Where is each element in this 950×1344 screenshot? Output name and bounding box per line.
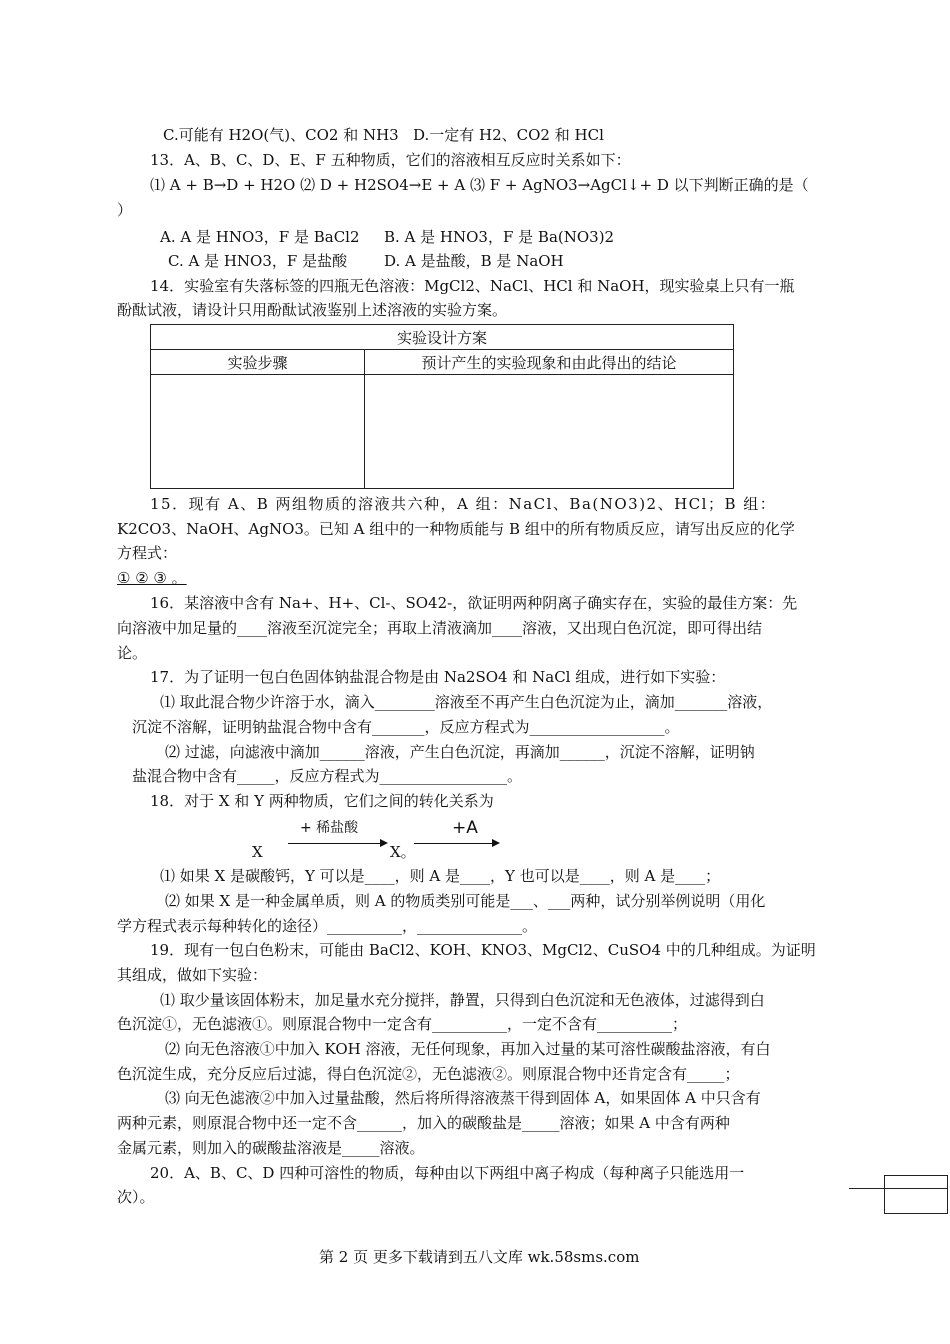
q17-line2: ⑴ 取此混合物少许溶于水，滴入________溶液至不再产生白色沉淀为止，滴加_______溶液， xyxy=(160,693,773,711)
table-cell-conclusion xyxy=(365,375,734,489)
q13-stem: 13．A、B、C、D、E、F 五种物质，它们的溶液相互反应时关系如下： xyxy=(150,151,631,169)
q13-option-c: C. A 是 HNO3，F 是盐酸 xyxy=(168,252,348,270)
q13-close-paren: ） xyxy=(117,201,133,219)
q16-line1: 16．某溶液中含有 Na+、H+、Cl-、SO42-，欲证明两种阴离子确实存在，实验的最佳方案：先 xyxy=(150,594,798,612)
q14-line1: 14．实验室有失落标签的四瓶无色溶液：MgCl2、NaCl、HCl 和 NaOH，现实验桌上只有一瓶 xyxy=(150,277,795,295)
q18-line3: ⑵ 如果 X 是一种金属单质，则 A 的物质类别可能是___、___两种，试分别举例说明（用化 xyxy=(165,892,766,910)
arrow2-label: +A xyxy=(452,818,478,838)
q18-x: X xyxy=(252,843,263,861)
q13-option-a: A. A 是 HNO3，F 是 BaCl2 xyxy=(160,228,360,246)
q18-line4: 学方程式表示每种转化的途径）__________，______________。 xyxy=(117,917,538,935)
q15-line3: 方程式： xyxy=(117,544,178,562)
experiment-table xyxy=(150,324,734,489)
q15-answer-blanks[interactable]: ① ② ③ 。 xyxy=(117,569,187,587)
q18-line2: ⑴ 如果 X 是碳酸钙，Y 可以是____，则 A 是____，Y 也可以是____，则 A 是____； xyxy=(160,867,721,885)
q17-line5: 盐混合物中含有_____，反应方程式为_________________。 xyxy=(132,767,523,785)
q13-reactions: ⑴ A + B→D + H2O ⑵ D + H2SO4→E + A ⑶ F + AgNO3→AgCl↓+ D 以下判断正确的是（ xyxy=(150,176,809,194)
table-header-steps: 实验步骤 xyxy=(151,350,365,375)
table-cell-steps xyxy=(151,375,365,489)
score-box-divider xyxy=(884,1188,948,1189)
q19-line7: ⑶ 向无色滤液②中加入过量盐酸，然后将所得溶液蒸干得到固体 A，如果固体 A 中只含有 xyxy=(165,1089,761,1107)
q17-line3: 沉淀不溶解，证明钠盐混合物中含有_______，反应方程式为__________________。 xyxy=(132,718,680,736)
q17-line4: ⑵ 过滤，向滤液中滴加______溶液，产生白色沉淀，再滴加______，沉淀不溶解，证明钠 xyxy=(165,743,755,761)
q19-line3: ⑴ 取少量该固体粉末，加足量水充分搅拌，静置，只得到白色沉淀和无色液体，过滤得到白 xyxy=(160,991,765,1009)
q16-line3: 论。 xyxy=(117,644,148,662)
q14-line2: 酚酞试液，请设计只用酚酞试液鉴别上述溶液的实验方案。 xyxy=(117,301,508,319)
q19-line9: 金属元素，则加入的碳酸盐溶液是_____溶液。 xyxy=(117,1139,425,1157)
q16-line2: 向溶液中加足量的____溶液至沉淀完全；再取上清液滴加____溶液，又出现白色沉淀，即可得出结 xyxy=(117,619,763,637)
score-box-line xyxy=(849,1188,885,1189)
q20-line1: 20．A、B、C、D 四种可溶性的物质，每种由以下两组中离子构成（每种离子只能选用一 xyxy=(150,1164,745,1182)
q13-option-b: B. A 是 HNO3，F 是 Ba(NO3)2 xyxy=(384,228,615,246)
arrow1-label: + 稀盐酸 xyxy=(300,820,359,836)
q19-line2: 其组成，做如下实验： xyxy=(117,966,268,984)
q20-line2: 次）。 xyxy=(117,1188,155,1206)
q12-option-c: C.可能有 H2O(气)、CO2 和 NH3 xyxy=(163,126,399,144)
arrow1-icon xyxy=(288,843,386,844)
q18-y: X。 xyxy=(390,843,416,861)
q19-line4: 色沉淀①，无色滤液①。则原混合物中一定含有__________，一定不含有__________； xyxy=(117,1015,688,1033)
table-header-conclusion: 预计产生的实验现象和由此得出的结论 xyxy=(365,350,734,375)
q15-line2: K2CO3、NaOH、AgNO3。已知 A 组中的一种物质能与 B 组中的所有物质反应，请写出反应的化学 xyxy=(117,520,795,538)
q19-line6: 色沉淀生成，充分反应后过滤，得白色沉淀②，无色滤液②。则原混合物中还肯定含有_____； xyxy=(117,1065,740,1083)
q17-line1: 17．为了证明一包白色固体钠盐混合物是由 Na2SO4 和 NaCl 组成，进行如下实验： xyxy=(150,668,726,686)
table-title: 实验设计方案 xyxy=(151,325,734,350)
q13-option-d: D. A 是盐酸，B 是 NaOH xyxy=(384,252,564,270)
score-box xyxy=(884,1175,948,1214)
q12-option-d: D.一定有 H2、CO2 和 HCl xyxy=(413,126,604,144)
q19-line8: 两种元素，则原混合物中还一定不含______，加入的碳酸盐是_____溶液；如果 A 中含有两种 xyxy=(117,1114,730,1132)
arrow2-icon xyxy=(414,843,498,844)
q18-line1: 18．对于 X 和 Y 两种物质，它们之间的转化关系为 xyxy=(150,792,494,810)
q19-line5: ⑵ 向无色溶液①中加入 KOH 溶液，无任何现象，再加入过量的某可溶性碳酸盐溶液，有白 xyxy=(165,1040,771,1058)
q15-line1: 15．现有 A、B 两组物质的溶液共六种，A 组：NaCl、Ba(NO3)2、HCl；B 组： xyxy=(150,495,777,513)
q19-line1: 19．现有一包白色粉末，可能由 BaCl2、KOH、KNO3、MgCl2、CuSO4 中的几种组成。为证明 xyxy=(150,941,816,959)
page-footer: 第 2 页 更多下载请到五八文库 wk.58sms.com xyxy=(319,1248,640,1266)
